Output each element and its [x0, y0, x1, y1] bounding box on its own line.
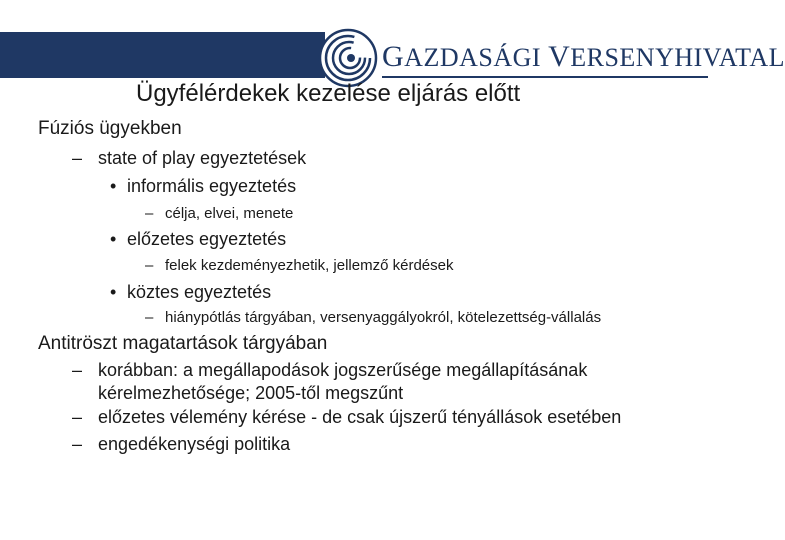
outline-item-continuation: kérelmezhetősége; 2005-től megszűnt: [98, 383, 404, 403]
outline-detail-text: hiánypótlás tárgyában, versenyaggályokról, kötelezettség-vállalás: [165, 309, 602, 326]
outline-item-prior: [110, 229, 286, 250]
outline-item-text: köztes egyeztetés: [127, 282, 272, 302]
section-heading-antitrust: Antitröszt magatartások tárgyában: [38, 333, 328, 354]
dash-marker: –: [72, 360, 83, 380]
logo-spiral-icon: [318, 28, 378, 88]
logo-wordmark: [382, 40, 785, 74]
outline-detail-text: célja, elvei, menete: [165, 205, 294, 222]
section-heading-fusion: Fúziós ügyekben: [38, 118, 182, 139]
outline-item-text: előzetes vélemény kérése - de csak újszerű tényállások esetében: [98, 407, 622, 427]
outline-item-antitrust: [72, 434, 290, 455]
outline-detail-informal: [145, 205, 293, 222]
outline-item-informal: [110, 176, 296, 197]
bullet-marker: •: [110, 282, 117, 302]
outline-item-text: korábban: a megállapodások jogszerűsége megállapításának: [98, 360, 588, 380]
outline-detail-text: felek kezdeményezhetik, jellemző kérdések: [165, 257, 454, 274]
dash-marker: –: [145, 257, 154, 274]
outline-detail-interim: [145, 309, 601, 326]
logo-text-part: AZDASÁGI: [404, 43, 549, 72]
slide-title: Ügyfélérdekek kezelése eljárás előtt: [136, 80, 521, 107]
dash-marker: –: [145, 205, 154, 222]
logo-text-part: ERSENYHIVATAL: [570, 43, 785, 72]
outline-item-antitrust: [72, 360, 587, 381]
outline-item-text: state of play egyeztetések: [98, 148, 307, 168]
dash-marker: –: [72, 407, 83, 427]
outline-item-text: engedékenységi politika: [98, 434, 291, 454]
logo-text-part: V: [548, 40, 571, 73]
outline-item-state-of-play: [72, 148, 306, 169]
header-band: [0, 32, 325, 78]
dash-marker: –: [72, 148, 83, 168]
outline-item-interim: [110, 282, 271, 303]
outline-item-text: előzetes egyeztetés: [127, 229, 287, 249]
dash-marker: –: [145, 309, 154, 326]
outline-detail-prior: [145, 257, 453, 274]
logo-underline: [382, 76, 708, 78]
bullet-marker: •: [110, 229, 117, 249]
outline-item-text: informális egyeztetés: [127, 176, 297, 196]
bullet-marker: •: [110, 176, 117, 196]
dash-marker: –: [72, 434, 83, 454]
outline-item-antitrust: [72, 407, 621, 428]
logo-text-part: G: [382, 40, 405, 73]
